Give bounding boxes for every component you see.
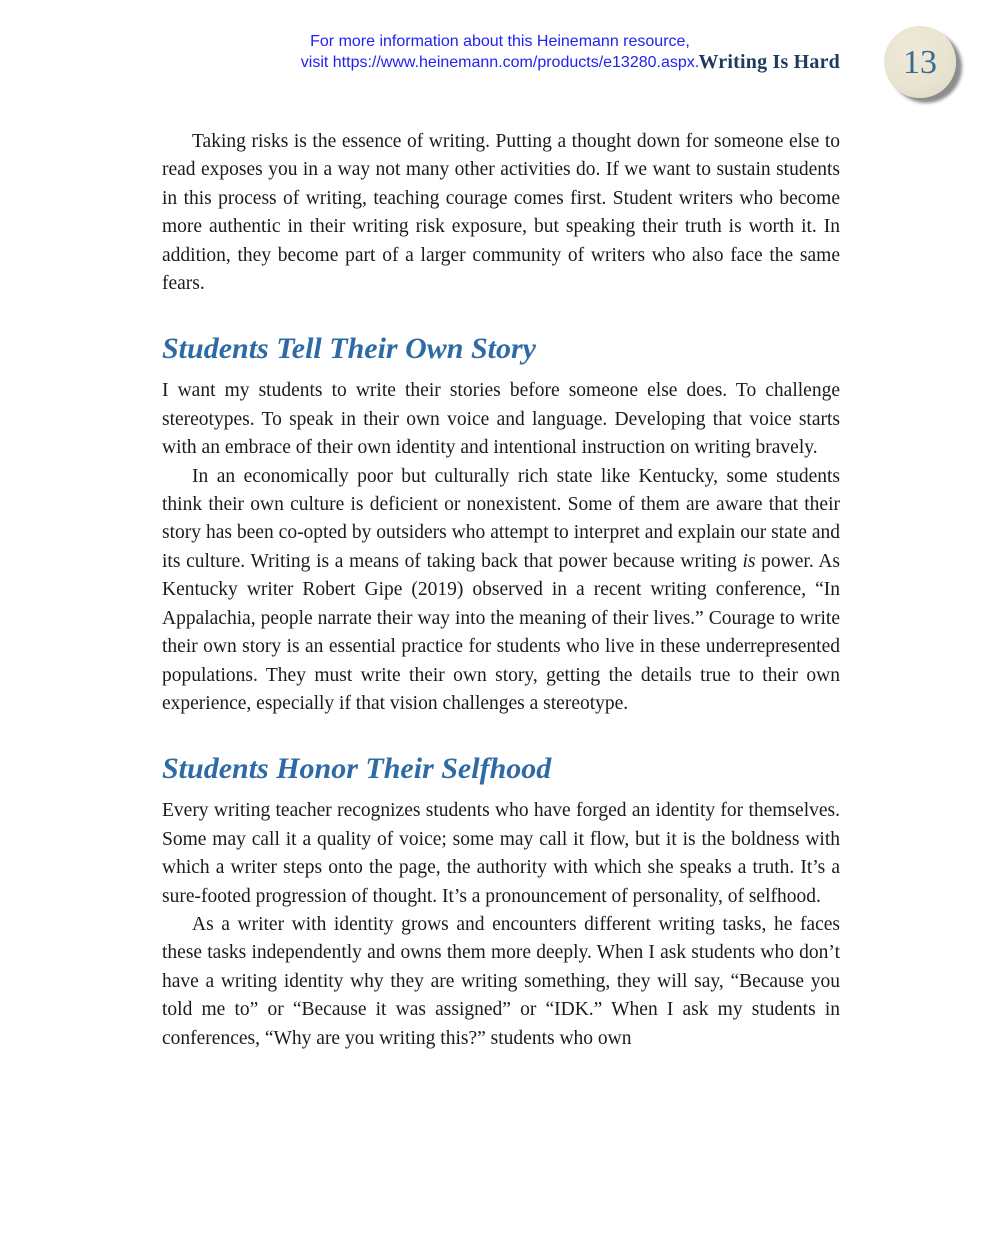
text-segment-before-italic: In an economically poor but culturally rich state like Kentucky, some students think their own culture is deficient or nonexistent. Some of them are aware that their story has been co-opted by outsiders who attempt to interpret and explain our state and its culture. Writing is a means of taking back that power because writing	[162, 465, 840, 572]
paragraph-i-want-my-students: I want my students to write their stories before someone else does. To challenge stereotypes. To speak in their own voice and language. Developing that voice starts with an embrace of their own identity and intentional instruction on writing bravely.	[162, 380, 840, 459]
notice-line-2: visit https://www.heinemann.com/products/e13280.aspx.	[300, 54, 700, 71]
italic-word-is: is	[742, 550, 756, 572]
section-heading-students-honor-their-selfhood: Students Honor Their Selfhood	[162, 752, 552, 786]
page-number: 13	[903, 44, 937, 81]
text-segment-after-italic: power. As Kentucky writer Robert Gipe (2019) observed in a recent writing conference, “In Appalachia, people narrate their way into the meaning of their lives.” Courage to write their own story is an essential practice for students who live in these underrepresented populations. They must write their own story, getting the details true to their own experience, especially if that vision challenges a stereotype.	[162, 550, 840, 714]
notice-line-1: For more information about this Heinemann resource,	[310, 33, 690, 50]
page-number-badge	[884, 26, 956, 98]
paragraph-every-writing-teacher: Every writing teacher recognizes students who have forged an identity for themselves. Some may call it a quality of voice; some may call it flow, but it is the boldness with which a writer steps onto the page, the authority with which she speaks a truth. It’s a sure-footed progression of thought. It’s a pronouncement of personality, of selfhood.	[162, 800, 840, 907]
paragraph-taking-risks: Taking risks is the essence of writing. Putting a thought down for someone else to read exposes you in a way not many other activities do. If we want to sustain students in this process of writing, teaching courage comes first. Student writers who become more authentic in their writing risk exposure, but speaking their truth is worth it. In addition, they become part of a larger community of writers who also face the same fears.	[162, 131, 840, 295]
section-heading-students-tell-their-own-story: Students Tell Their Own Story	[162, 332, 536, 366]
running-header-title: Writing Is Hard	[698, 51, 840, 73]
paragraph-as-a-writer: As a writer with identity grows and encounters different writing tasks, he faces these tasks independently and owns them more deeply. When I ask students who don’t have a writing identity why they are writing something, they will say, “Because you told me to” or “Because it was assigned” or “IDK.” When I ask my students in conferences, “Why are you writing this?” students who own	[162, 913, 840, 1049]
body-text-column	[162, 128, 840, 1053]
paragraph-in-an-economically	[162, 463, 840, 719]
